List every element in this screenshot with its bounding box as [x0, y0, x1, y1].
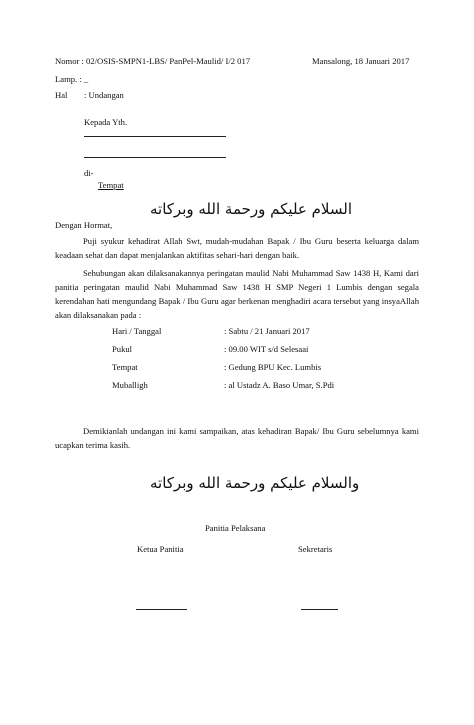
detail-label-speaker: Muballigh: [112, 380, 148, 390]
chairman-label: Ketua Panitia: [137, 544, 184, 554]
detail-value-time: : 09.00 WIT s/d Selesaai: [224, 344, 309, 354]
recipient-place: Tempat: [98, 180, 124, 190]
chairman-signature-line: [136, 609, 187, 610]
recipient-name-line: [84, 136, 226, 137]
detail-label-place: Tempat: [112, 362, 138, 372]
arabic-opening-greeting: السلام عليكم ورحمة الله وبركاته: [150, 200, 352, 218]
recipient-di: di-: [84, 168, 94, 178]
greeting: Dengan Hormat,: [55, 220, 113, 230]
arabic-closing-greeting: والسلام عليكم ورحمة الله وبركاته: [150, 474, 360, 492]
attachment-line: Lamp. : _: [55, 74, 89, 84]
paragraph-invitation: Sehubungan akan dilaksanakannya peringatan maulid Nabi Muhammad Saw 1438 H, Kami dari panitia peringatan maulid Nabi Muhammad Saw 1438 H SMP Negeri 1 Lumbis dengan segala kerendahan hati mengundang Bapak / Ibu Guru agar berkenan menghadiri acara tersebut yang insyaAllah akan dilaksanakan pada :: [55, 268, 419, 320]
paragraph-closing: Demikianlah undangan ini kami sampaikan, atas kehadiran Bapak/ Ibu Guru sebelumnya kami ucapkan terima kasih.: [55, 426, 419, 450]
secretary-label: Sekretaris: [298, 544, 333, 554]
paragraph-intro: Puji syukur kehadirat Allah Swt, mudah-mudahan Bapak / Ibu Guru beserta keluarga dalam keadaan sehat dan dapat menjalankan aktifitas sehari-hari dengan baik.: [55, 236, 419, 260]
detail-label-time: Pukul: [112, 344, 133, 354]
recipient-address-line: [84, 157, 226, 158]
subject-label: Hal: [55, 90, 68, 100]
place-date: Mansalong, 18 Januari 2017: [312, 56, 410, 66]
committee-title: Panitia Pelaksana: [205, 523, 266, 533]
subject-value: : Undangan: [84, 90, 124, 100]
detail-value-speaker: : al Ustadz A. Baso Umar, S.Pdi: [224, 380, 335, 390]
detail-value-place: : Gedung BPU Kec. Lumbis: [224, 362, 322, 372]
letter-number: Nomor : 02/OSIS-SMPN1-LBS/ PanPel-Maulid/ I/2 017: [55, 56, 251, 66]
recipient-salutation: Kepada Yth.: [84, 117, 128, 127]
detail-value-date: : Sabtu / 21 Januari 2017: [224, 326, 310, 336]
detail-label-date: Hari / Tanggal: [112, 326, 162, 336]
secretary-signature-line: [301, 609, 338, 610]
